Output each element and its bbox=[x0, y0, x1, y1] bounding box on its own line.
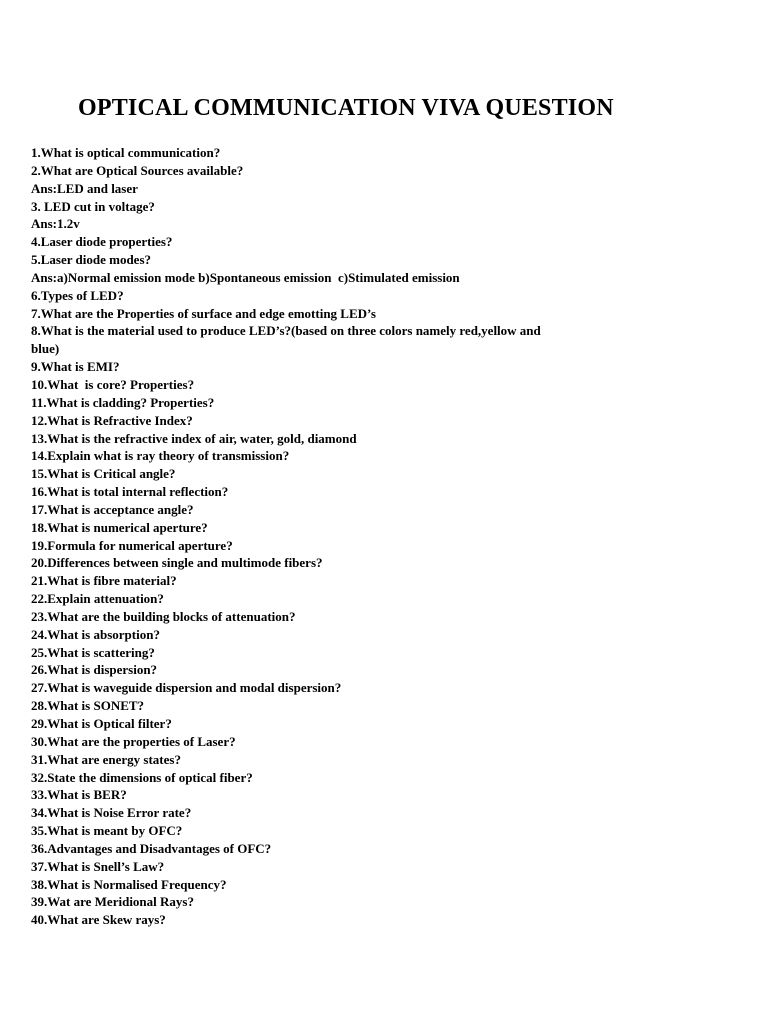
text-line: 7.What are the Properties of surface and edge emotting LED’s bbox=[31, 305, 376, 321]
text-line: 38.What is Normalised Frequency? bbox=[31, 876, 227, 892]
text-line: 20.Differences between single and multimode fibers? bbox=[31, 555, 323, 571]
text-line: 15.What is Critical angle? bbox=[31, 466, 176, 482]
text-line: 13.What is the refractive index of air, water, gold, diamond bbox=[31, 430, 357, 446]
text-line: 40.What are Skew rays? bbox=[31, 912, 166, 928]
text-line: 26.What is dispersion? bbox=[31, 662, 158, 678]
text-line: 17.What is acceptance angle? bbox=[31, 501, 194, 517]
text-line: 34.What is Noise Error rate? bbox=[31, 805, 192, 821]
text-line: 5.Laser diode modes? bbox=[31, 252, 152, 268]
text-line: 8.What is the material used to produce LED’s?(based on three colors namely red,yellow and bbox=[31, 323, 541, 339]
text-line: 3. LED cut in voltage? bbox=[31, 198, 155, 214]
text-line: 11.What is cladding? Properties? bbox=[31, 394, 215, 410]
text-line: 31.What are energy states? bbox=[31, 751, 181, 767]
text-line: 25.What is scattering? bbox=[31, 644, 155, 660]
text-line: 33.What is BER? bbox=[31, 787, 127, 803]
text-line: blue) bbox=[31, 341, 60, 357]
text-line: 6.Types of LED? bbox=[31, 287, 124, 303]
text-line: 1.What is optical communication? bbox=[31, 145, 221, 160]
text-line: 23.What are the building blocks of attenuation? bbox=[31, 608, 296, 624]
text-line: 24.What is absorption? bbox=[31, 626, 160, 642]
text-line: 28.What is SONET? bbox=[31, 698, 145, 714]
text-line: Ans:LED and laser bbox=[31, 180, 138, 196]
page-title: OPTICAL COMMUNICATION VIVA QUESTION bbox=[78, 95, 614, 121]
text-line: 4.Laser diode properties? bbox=[31, 234, 173, 250]
text-line: 22.Explain attenuation? bbox=[31, 591, 164, 607]
text-line: 36.Advantages and Disadvantages of OFC? bbox=[31, 840, 272, 856]
text-line: 35.What is meant by OFC? bbox=[31, 823, 183, 839]
text-line: 16.What is total internal reflection? bbox=[31, 484, 229, 500]
text-line: Ans:1.2v bbox=[31, 216, 80, 232]
question-list bbox=[31, 144, 631, 929]
text-line: 19.Formula for numerical aperture? bbox=[31, 537, 233, 553]
text-line: 32.State the dimensions of optical fiber? bbox=[31, 769, 253, 785]
text-line: 10.What is core? Properties? bbox=[31, 376, 195, 392]
text-line: 27.What is waveguide dispersion and modal dispersion? bbox=[31, 680, 342, 696]
text-line: 37.What is Snell’s Law? bbox=[31, 858, 165, 874]
text-line: 39.Wat are Meridional Rays? bbox=[31, 894, 194, 910]
text-line: 12.What is Refractive Index? bbox=[31, 412, 193, 428]
text-line: 18.What is numerical aperture? bbox=[31, 519, 208, 535]
text-line: Ans:a)Normal emission mode b)Spontaneous emission c)Stimulated emission bbox=[31, 269, 460, 285]
text-line: 21.What is fibre material? bbox=[31, 573, 177, 589]
text-line: 14.Explain what is ray theory of transmission? bbox=[31, 448, 290, 464]
text-line: 9.What is EMI? bbox=[31, 359, 120, 375]
text-line: 30.What are the properties of Laser? bbox=[31, 733, 236, 749]
text-line: 29.What is Optical filter? bbox=[31, 716, 172, 731]
text-line: 2.What are Optical Sources available? bbox=[31, 162, 244, 178]
